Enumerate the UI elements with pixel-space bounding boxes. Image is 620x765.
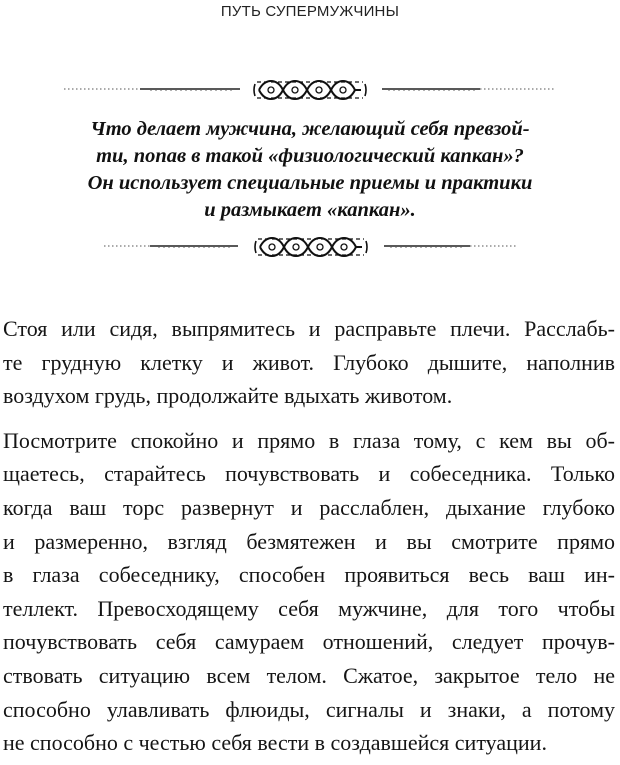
callout-line: Что делает мужчина, желающий себя превзой- xyxy=(90,118,530,140)
text-line: щаетесь, старайтесь почувствовать и собеседника. Только xyxy=(3,461,615,487)
text-line: не способно с честью себя вести в создавшейся ситуации. xyxy=(3,730,547,756)
text-line: в глаза собеседнику, способен проявиться весь ваш ин- xyxy=(3,562,615,588)
callout-line: ти, попав в такой «физиологический капкан»? xyxy=(96,145,524,167)
callout-line: и размыкает «капкан». xyxy=(204,199,416,221)
body-text xyxy=(3,312,615,760)
callout-box xyxy=(50,116,570,224)
paragraph-2 xyxy=(3,424,615,760)
text-line: воздухом грудь, продолжайте вдыхать животом. xyxy=(3,383,453,409)
running-header: ПУТЬ СУПЕРМУЖЧИНЫ xyxy=(220,3,400,20)
text-line: Стоя или сидя, выпрямитесь и расправьте плечи. Расслабь- xyxy=(3,316,615,341)
right-rule xyxy=(382,89,556,91)
text-line: способно улавливать флюиды, сигналы и знаки, а потому xyxy=(3,696,615,722)
text-line: теллект. Превосходящему себя мужчине, для того чтобы xyxy=(3,595,615,621)
text-line: те грудную клетку и живот. Глубоко дышите, наполнив xyxy=(3,349,615,375)
celtic-knot-icon xyxy=(254,76,366,104)
text-line: ствовать ситуацию всем телом. Сжатое, закрытое тело не xyxy=(3,662,615,688)
top-ornament-divider xyxy=(0,70,620,110)
text-line: и размеренно, взгляд безмятежен и вы смотрите прямо xyxy=(3,528,615,554)
paragraph-1 xyxy=(3,312,615,413)
left-rule xyxy=(64,89,240,91)
text-line: Посмотрите спокойно и прямо в глаза тому, с кем вы об- xyxy=(3,427,615,453)
bottom-ornament-divider xyxy=(0,227,620,267)
celtic-knot-icon xyxy=(255,238,367,256)
callout-line: Он использует специальные приемы и практики xyxy=(87,172,533,194)
left-rule xyxy=(104,246,238,248)
text-line: почувствовать себя самураем отношений, следует прочув- xyxy=(3,629,615,655)
text-line: когда ваш торс развернут и расслаблен, дыхание глубоко xyxy=(3,494,615,520)
right-rule xyxy=(384,246,516,248)
